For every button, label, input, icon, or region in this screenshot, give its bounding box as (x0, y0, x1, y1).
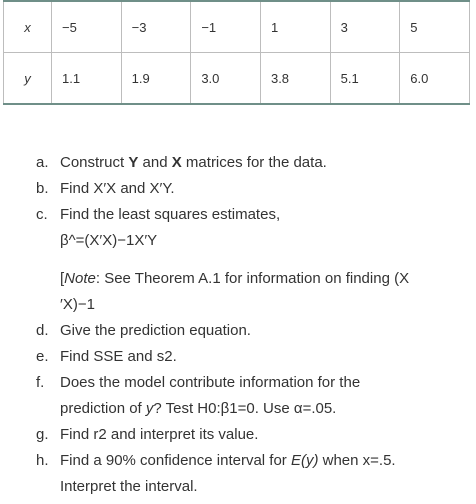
x-cell: 3 (330, 1, 400, 53)
x-header: x (4, 1, 52, 53)
question-list (0, 150, 476, 500)
question-label: a. (36, 154, 49, 171)
question-label: h. (36, 452, 49, 469)
question-text: Find r2 and interpret its value. (60, 426, 259, 443)
question-d (0, 318, 476, 344)
y-cell: 3.0 (191, 53, 261, 105)
x-cell: −5 (52, 1, 122, 53)
question-label: g. (36, 426, 49, 443)
x-cell: 1 (260, 1, 330, 53)
question-text: Give the prediction equation. (60, 322, 251, 339)
x-row (4, 1, 470, 53)
question-label: d. (36, 322, 49, 339)
question-text: Does the model contribute information for the (60, 374, 361, 391)
question-text: prediction of (60, 400, 146, 417)
question-text: Find X′X and X′Y. (60, 180, 175, 197)
x-cell: −3 (121, 1, 191, 53)
question-f (0, 370, 476, 422)
y-cell: 1.9 (121, 53, 191, 105)
question-a (0, 150, 476, 176)
note-bracket: [ (60, 270, 65, 287)
question-e (0, 344, 476, 370)
bold-x: X (171, 154, 182, 171)
y-cell: 1.1 (52, 53, 122, 105)
y-cell: 3.8 (260, 53, 330, 105)
y-cell: 5.1 (330, 53, 400, 105)
data-table (3, 0, 470, 105)
question-text: ? Test H0:β1=0. Use α=.05. (153, 400, 337, 417)
question-text: Construct (60, 154, 129, 171)
x-cell: −1 (191, 1, 261, 53)
note-text-line2: ′X)−1 (60, 296, 95, 313)
question-label: e. (36, 348, 49, 365)
question-text: Interpret the interval. (60, 478, 198, 495)
question-h (0, 448, 476, 500)
question-c (0, 202, 476, 228)
question-text: matrices for the data. (181, 154, 327, 171)
bold-y: Y (128, 154, 139, 171)
question-label: f. (36, 374, 45, 391)
question-text: Find a 90% confidence interval for (60, 452, 291, 469)
y-header: y (4, 53, 52, 105)
question-label: c. (36, 206, 48, 223)
question-b (0, 176, 476, 202)
question-text: Find SSE and s2. (60, 348, 177, 365)
question-g (0, 422, 476, 448)
note-label: Note (64, 270, 96, 287)
question-text: when x=.5. (318, 452, 396, 469)
note-text: : See Theorem A.1 for information on finding (X (95, 270, 410, 287)
question-label: b. (36, 180, 49, 197)
y-cell: 6.0 (400, 53, 470, 105)
x-cell: 5 (400, 1, 470, 53)
y-row (4, 53, 470, 105)
italic-ey: E(y) (290, 452, 319, 469)
italic-y: y (145, 400, 154, 417)
question-text: and (138, 154, 172, 171)
question-text: Find the least squares estimates, (60, 206, 281, 223)
beta-formula: β^=(X′X)−1X′Y (60, 232, 158, 249)
note-paragraph (0, 266, 476, 318)
